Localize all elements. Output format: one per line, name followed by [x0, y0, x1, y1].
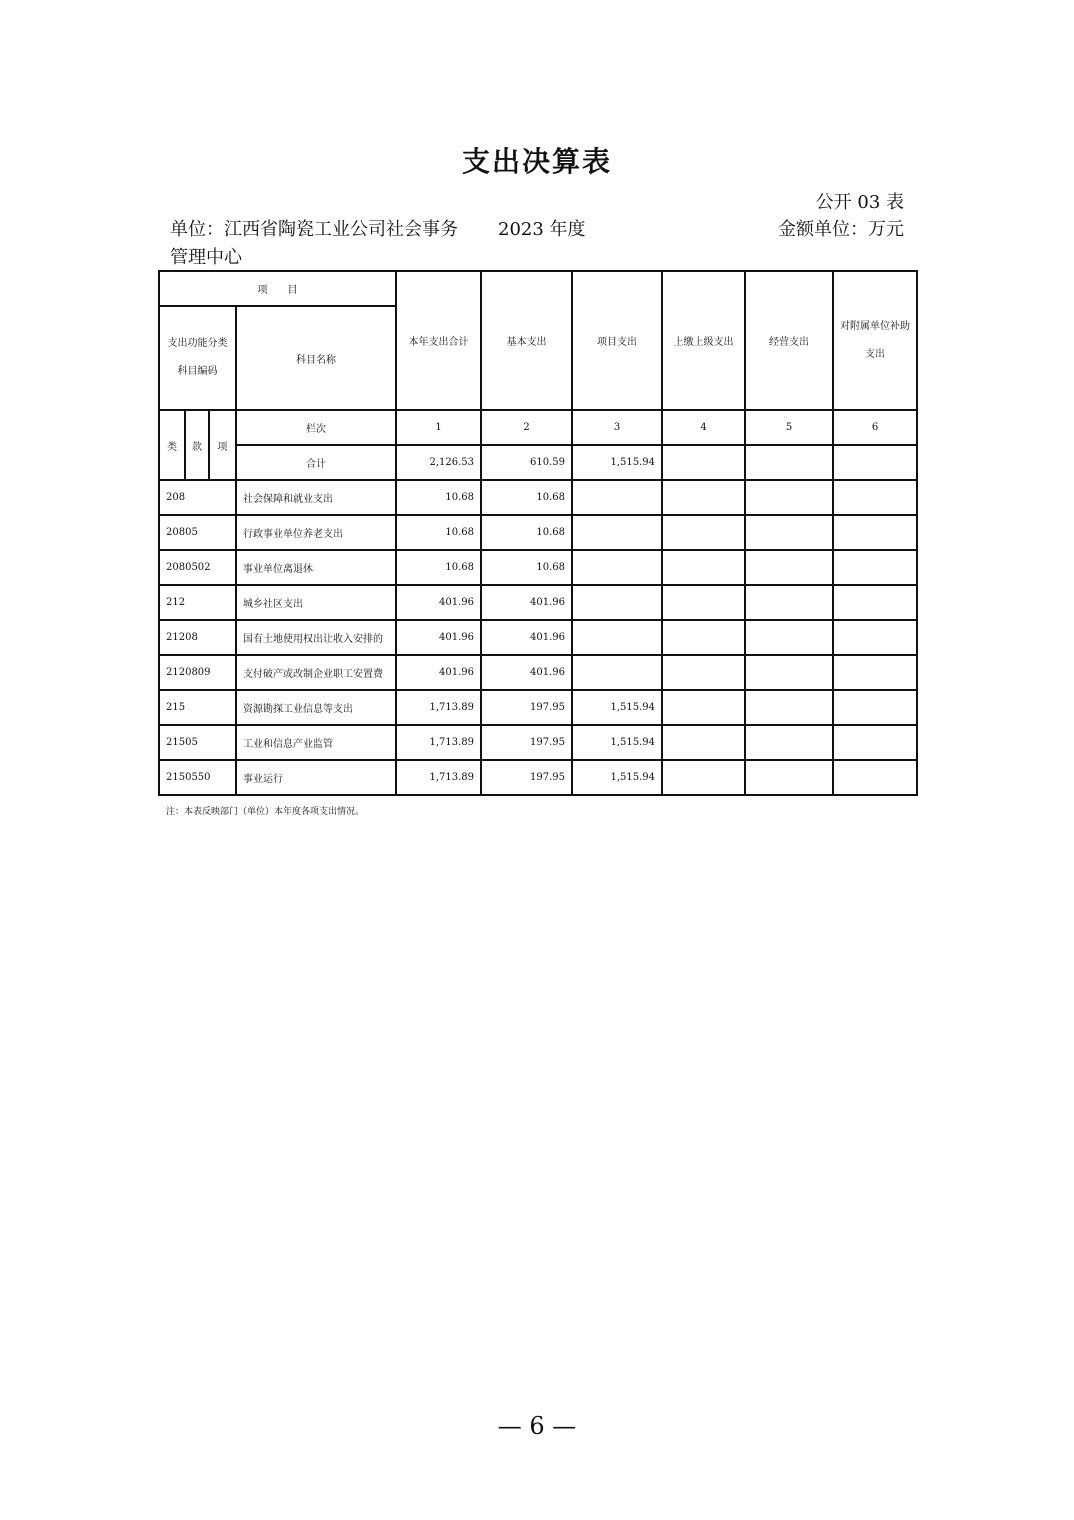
row-code: 215 — [159, 690, 236, 725]
col-header-2: 基本支出 — [481, 271, 572, 410]
row-value — [833, 620, 917, 655]
row-value: 401.96 — [481, 585, 572, 620]
row-value — [662, 480, 745, 515]
row-value: 1,713.89 — [396, 725, 481, 760]
row-value: 1,515.94 — [572, 760, 662, 795]
row-value — [745, 760, 833, 795]
data-rows — [159, 480, 917, 795]
row-value — [745, 725, 833, 760]
row-code: 21208 — [159, 620, 236, 655]
total-value — [662, 445, 745, 480]
row-value: 197.95 — [481, 760, 572, 795]
row-value: 10.68 — [396, 550, 481, 585]
col-number: 2 — [481, 410, 572, 445]
col-number: 5 — [745, 410, 833, 445]
row-value — [572, 620, 662, 655]
row-value — [745, 620, 833, 655]
total-value — [745, 445, 833, 480]
row-code: 21505 — [159, 725, 236, 760]
row-code: 20805 — [159, 515, 236, 550]
row-code: 212 — [159, 585, 236, 620]
row-value — [745, 655, 833, 690]
total-label: 合计 — [236, 445, 396, 480]
row-name: 社会保障和就业支出 — [236, 480, 396, 515]
col-number: 3 — [572, 410, 662, 445]
row-value — [833, 480, 917, 515]
row-value — [745, 690, 833, 725]
row-name: 工业和信息产业监管 — [236, 725, 396, 760]
row-value — [572, 480, 662, 515]
row-name: 国有土地使用权出让收入安排的 — [236, 620, 396, 655]
sub-header-xiang: 项 — [209, 410, 236, 480]
table-row — [159, 585, 917, 620]
row-value — [745, 550, 833, 585]
row-value — [745, 480, 833, 515]
row-value: 197.95 — [481, 725, 572, 760]
row-value — [662, 690, 745, 725]
col-header-1: 本年支出合计 — [396, 271, 481, 410]
row-code: 208 — [159, 480, 236, 515]
row-value — [572, 655, 662, 690]
row-value: 401.96 — [396, 585, 481, 620]
col-header-4: 上缴上级支出 — [662, 271, 745, 410]
col-number: 1 — [396, 410, 481, 445]
header-name: 科目名称 — [236, 306, 396, 410]
money-unit: 金额单位：万元 — [778, 219, 904, 240]
row-value — [833, 550, 917, 585]
table-row — [159, 620, 917, 655]
report-year: 2023 年度 — [498, 219, 586, 240]
row-value: 401.96 — [481, 620, 572, 655]
row-value — [662, 655, 745, 690]
row-value: 10.68 — [396, 515, 481, 550]
row-name: 事业单位离退休 — [236, 550, 396, 585]
row-value — [662, 620, 745, 655]
row-value: 1,713.89 — [396, 760, 481, 795]
row-value: 10.68 — [481, 515, 572, 550]
row-value — [833, 760, 917, 795]
row-value: 10.68 — [396, 480, 481, 515]
table-row — [159, 655, 917, 690]
row-name: 支付破产或改制企业职工安置费 — [236, 655, 396, 690]
col-header-5: 经营支出 — [745, 271, 833, 410]
table-row — [159, 690, 917, 725]
page-number: — 6 — — [497, 1412, 577, 1440]
table-row — [159, 725, 917, 760]
table-row — [159, 480, 917, 515]
row-value — [833, 515, 917, 550]
table-row — [159, 515, 917, 550]
row-value — [662, 725, 745, 760]
col-header-3: 项目支出 — [572, 271, 662, 410]
row-value: 401.96 — [396, 655, 481, 690]
header-code: 支出功能分类科目编码 — [159, 306, 236, 410]
row-value — [572, 585, 662, 620]
row-value — [833, 585, 917, 620]
row-value: 1,713.89 — [396, 690, 481, 725]
total-value: 1,515.94 — [572, 445, 662, 480]
row-value — [662, 515, 745, 550]
sub-header-kuan: 款 — [185, 410, 209, 480]
col-number: 6 — [833, 410, 917, 445]
row-name: 事业运行 — [236, 760, 396, 795]
row-value — [662, 550, 745, 585]
row-value: 1,515.94 — [572, 690, 662, 725]
row-value: 401.96 — [481, 655, 572, 690]
row-value — [745, 585, 833, 620]
total-value: 2,126.53 — [396, 445, 481, 480]
row-code: 2120809 — [159, 655, 236, 690]
row-value — [572, 515, 662, 550]
row-value — [745, 515, 833, 550]
row-value: 1,515.94 — [572, 725, 662, 760]
row-value: 401.96 — [396, 620, 481, 655]
row-value — [572, 550, 662, 585]
row-name: 行政事业单位养老支出 — [236, 515, 396, 550]
row-name: 资源勘探工业信息等支出 — [236, 690, 396, 725]
col-number: 4 — [662, 410, 745, 445]
table-row — [159, 550, 917, 585]
row-value — [662, 760, 745, 795]
expenditure-table — [158, 270, 918, 796]
total-value — [833, 445, 917, 480]
row-name: 城乡社区支出 — [236, 585, 396, 620]
row-value — [833, 725, 917, 760]
table-note: 注：本表反映部门（单位）本年度各项支出情况。 — [166, 807, 365, 817]
sub-header-class: 类 — [159, 410, 185, 480]
total-value: 610.59 — [481, 445, 572, 480]
row-value — [833, 690, 917, 725]
row-code: 2150550 — [159, 760, 236, 795]
header-project: 项 目 — [159, 271, 396, 306]
row-value — [662, 585, 745, 620]
form-number: 公开 03 表 — [815, 192, 904, 213]
row-value: 197.95 — [481, 690, 572, 725]
page-title: 支出决算表 — [461, 145, 612, 178]
row-index-label: 栏次 — [236, 410, 396, 445]
table-row — [159, 760, 917, 795]
col-header-6: 对附属单位补助支出 — [833, 271, 917, 410]
row-code: 2080502 — [159, 550, 236, 585]
row-value: 10.68 — [481, 550, 572, 585]
unit-label: 单位：江西省陶瓷工业公司社会事务管理中心 — [170, 219, 458, 268]
row-value: 10.68 — [481, 480, 572, 515]
row-value — [833, 655, 917, 690]
